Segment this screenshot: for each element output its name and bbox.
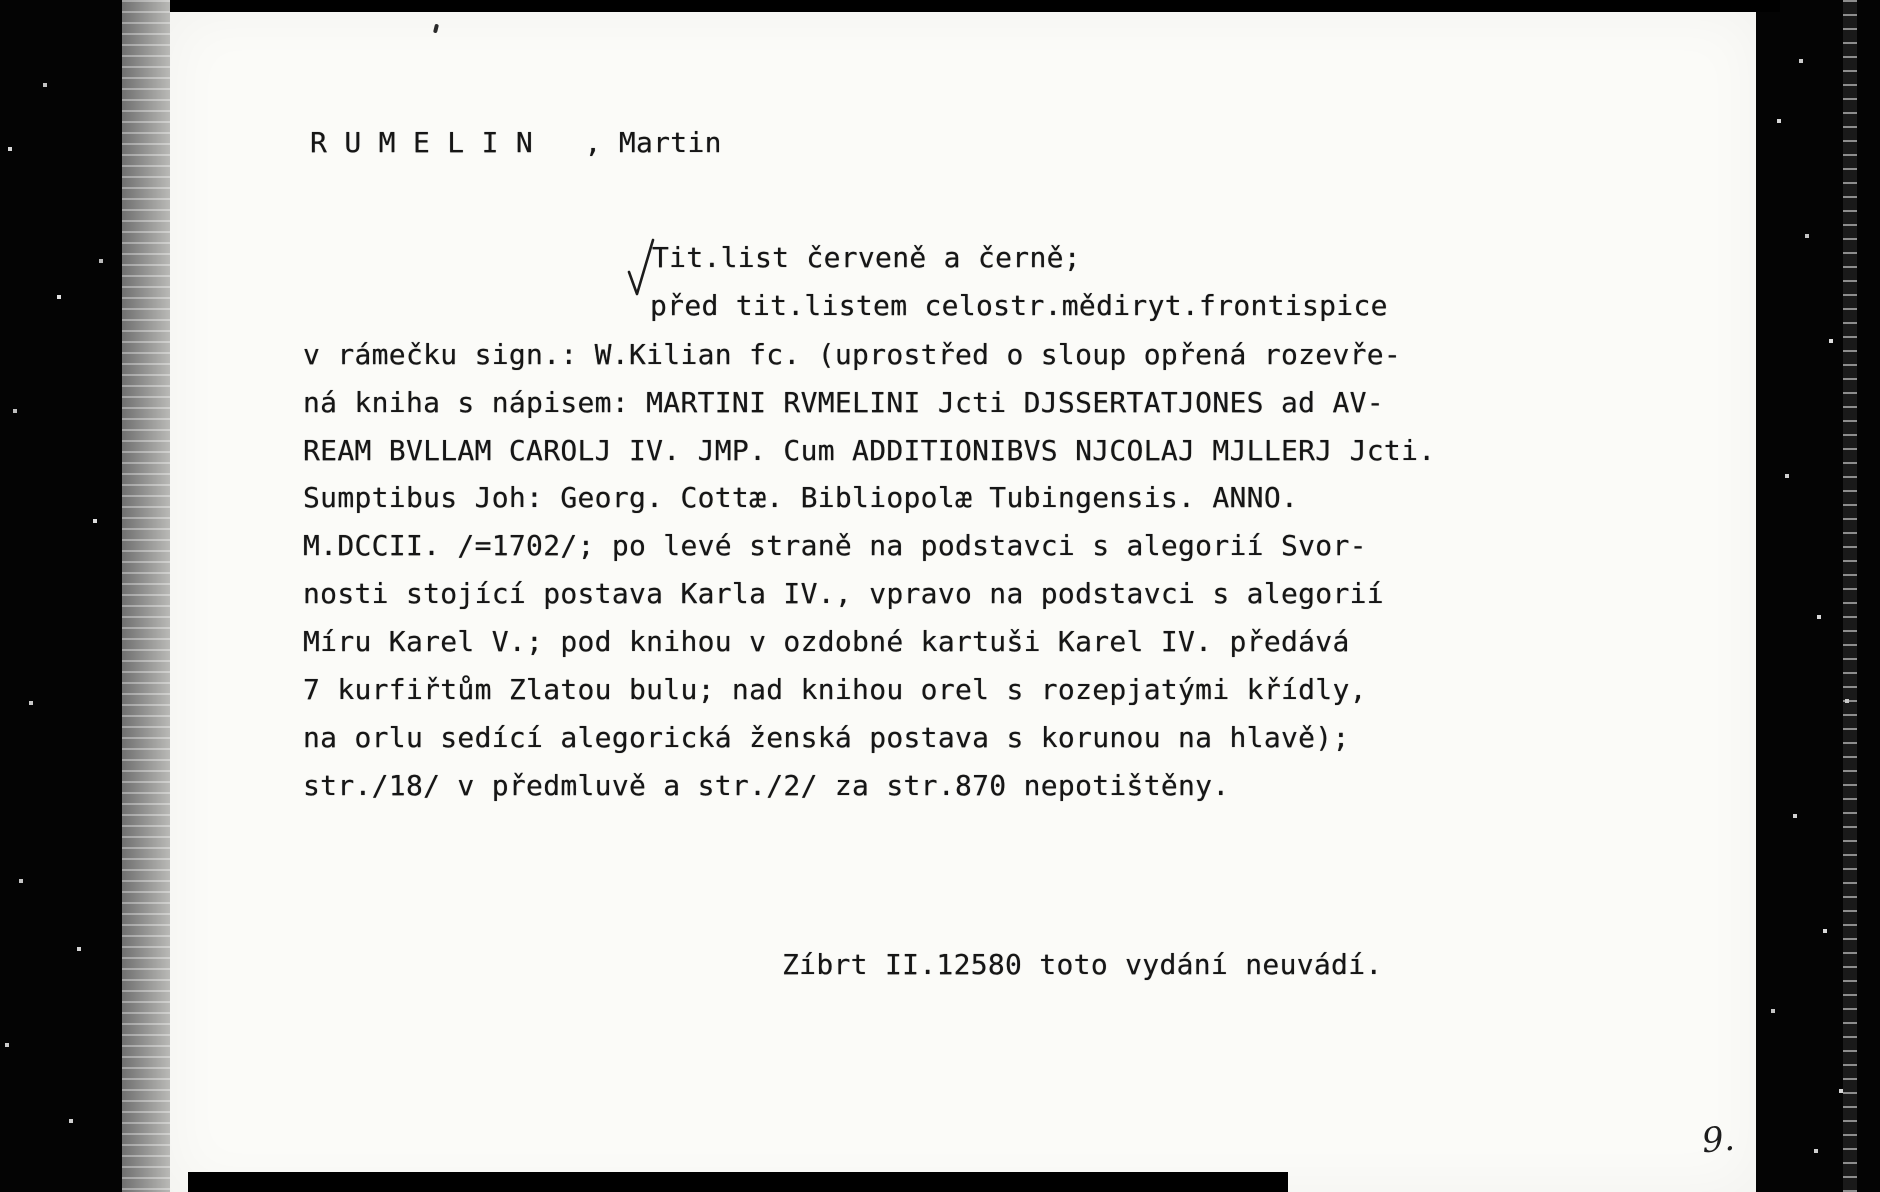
bibliographic-citation: Zíbrt II.12580 toto vydání neuvádí.: [782, 948, 1383, 981]
description-line: M.DCCII. /=1702/; po levé straně na podstavci s alegorií Svor-: [303, 529, 1367, 562]
description-line: REAM BVLLAM CAROLJ IV. JMP. Cum ADDITIONIBVS NJCOLAJ MJLLERJ Jcti.: [303, 434, 1436, 467]
description-line: na orlu sedící alegorická ženská postava s korunou na hlavě);: [303, 721, 1350, 754]
scan-edge-left: [122, 0, 170, 1192]
handwritten-page-number: 9.: [1700, 1118, 1737, 1162]
description-line: před tit.listem celostr.mědiryt.frontispice: [650, 289, 1388, 322]
scan-black-bar-top: [170, 0, 1780, 12]
scan-noise-right: [1760, 0, 1762, 2]
description-line: Míru Karel V.; pod knihou v ozdobné kartuši Karel IV. předává: [303, 625, 1350, 658]
description-line: Sumptibus Joh: Georg. Cottæ. Bibliopolæ Tubingensis. ANNO.: [303, 481, 1299, 514]
description-line: v rámečku sign.: W.Kilian fc. (uprostřed o sloup opřená rozevře-: [303, 338, 1402, 371]
scan-edge-right: [1843, 0, 1857, 1192]
scan-black-bar-bottom: [188, 1172, 1288, 1192]
description-line: Tit.list červeně a černě;: [652, 241, 1081, 274]
description-line: nosti stojící postava Karla IV., vpravo na podstavci s alegorií: [303, 577, 1384, 610]
description-line: 7 kurfiřtům Zlatou bulu; nad knihou orel s rozepjatými křídly,: [303, 673, 1367, 706]
scan-noise-left: [0, 0, 2, 2]
author-heading: R U M E L I N , Martin: [310, 126, 722, 159]
description-line: ná kniha s nápisem: MARTINI RVMELINI Jcti DJSSERTATJONES ad AV-: [303, 386, 1384, 419]
description-line: str./18/ v předmluvě a str./2/ za str.870 nepotištěny.: [303, 769, 1230, 802]
